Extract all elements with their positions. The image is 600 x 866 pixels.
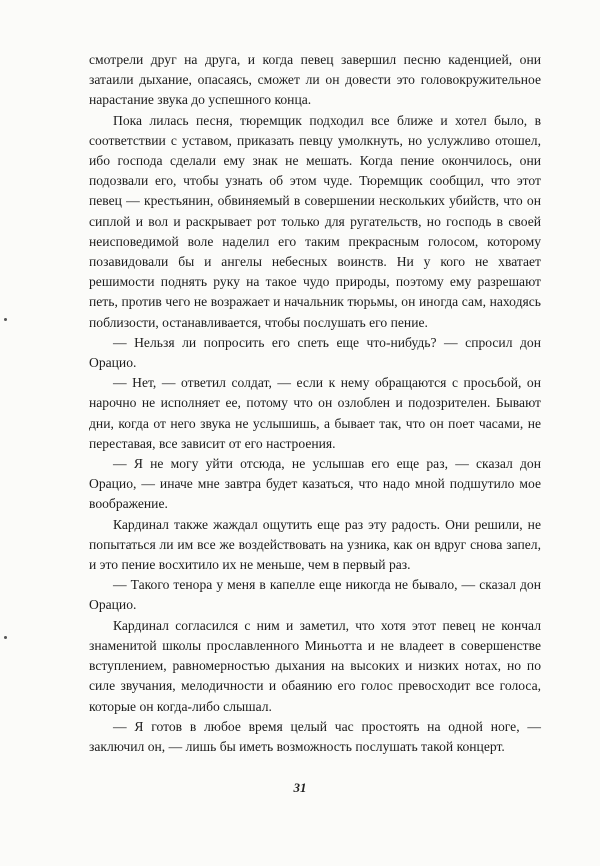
paragraph-1: смотрели друг на друга, и когда певец завершил песню каденцией, они затаили дыхание, опасаясь, сможет ли он довести это головокружительное нарастание звука до успешного конца. [89, 52, 541, 108]
body-text [89, 50, 541, 757]
paragraph-9: — Я готов в любое время целый час простоять на одной ноге, — заключил он, — лишь бы иметь возможность послушать такой концерт. [89, 718, 541, 754]
paragraph-5: — Я не могу уйти отсюда, не услышав его еще раз, — сказал дон Орацио, — иначе мне завтра будет казаться, что надо мной подшутило мое воображение. [89, 456, 541, 512]
paragraph-6: Кардинал также жаждал ощутить еще раз эту радость. Они решили, не попытаться ли им все же воздействовать на узника, как он вдруг снова запел, и это пение восхитило их не меньше, чем в первый раз. [89, 516, 541, 573]
paragraph-7: — Такого тенора у меня в капелле еще никогда не бывало, — сказал дон Орацио. [89, 577, 541, 613]
paragraph-2: Пока лилась песня, тюремщик подходил все ближе и хотел было, в соответствии с уставом, приказать певцу умолкнуть, но услужливо отошел, ибо господа сделали ему знак не мешать. Когда пение окончилось, они подозвали его, чтобы узнать об этом чуде. Тюремщик сообщил, что этот певец — крестьянин, обвиняемый в совершении нескольких убийств, что он сиплой и вол и раскрывает рот только для ругательств, но господь в своей неисповедимой воле наделил его таким прекрасным голосом, которому позавидовали бы и ангелы небесных воинств. Ни у кого не хватает решимости поднять руку на такое чудо природы, поэтому ему разрешают петь, против чего не возражает и начальник тюрьмы, он иногда сам, находясь поблизости, останавливается, чтобы послушать его пение. [89, 112, 541, 330]
margin-speck [4, 636, 7, 639]
margin-speck [4, 318, 7, 321]
paragraph-8: Кардинал согласился с ним и заметил, что хотя этот певец не кончал знаменитой школы прославленного Миньотта и не владеет в совершенстве вступлением, равномерностью дыхания на высоких и низких нотах, но по силе звучания, мелодичности и обаянию его голос превосходит все голоса, которые он когда-либо слышал. [89, 617, 541, 714]
paragraph-4: — Нет, — ответил солдат, — если к нему обращаются с просьбой, он нарочно не исполняет ее, потому что он озлоблен и подозрителен. Бывают дни, когда от него звука не услышишь, а бывает так, что он поет часами, не переставая, все зависит от его настроения. [89, 375, 541, 451]
page-number: 31 [293, 780, 307, 795]
paragraph-3: — Нельзя ли попросить его спеть еще что-нибудь? — спросил дон Орацио. [89, 334, 541, 371]
